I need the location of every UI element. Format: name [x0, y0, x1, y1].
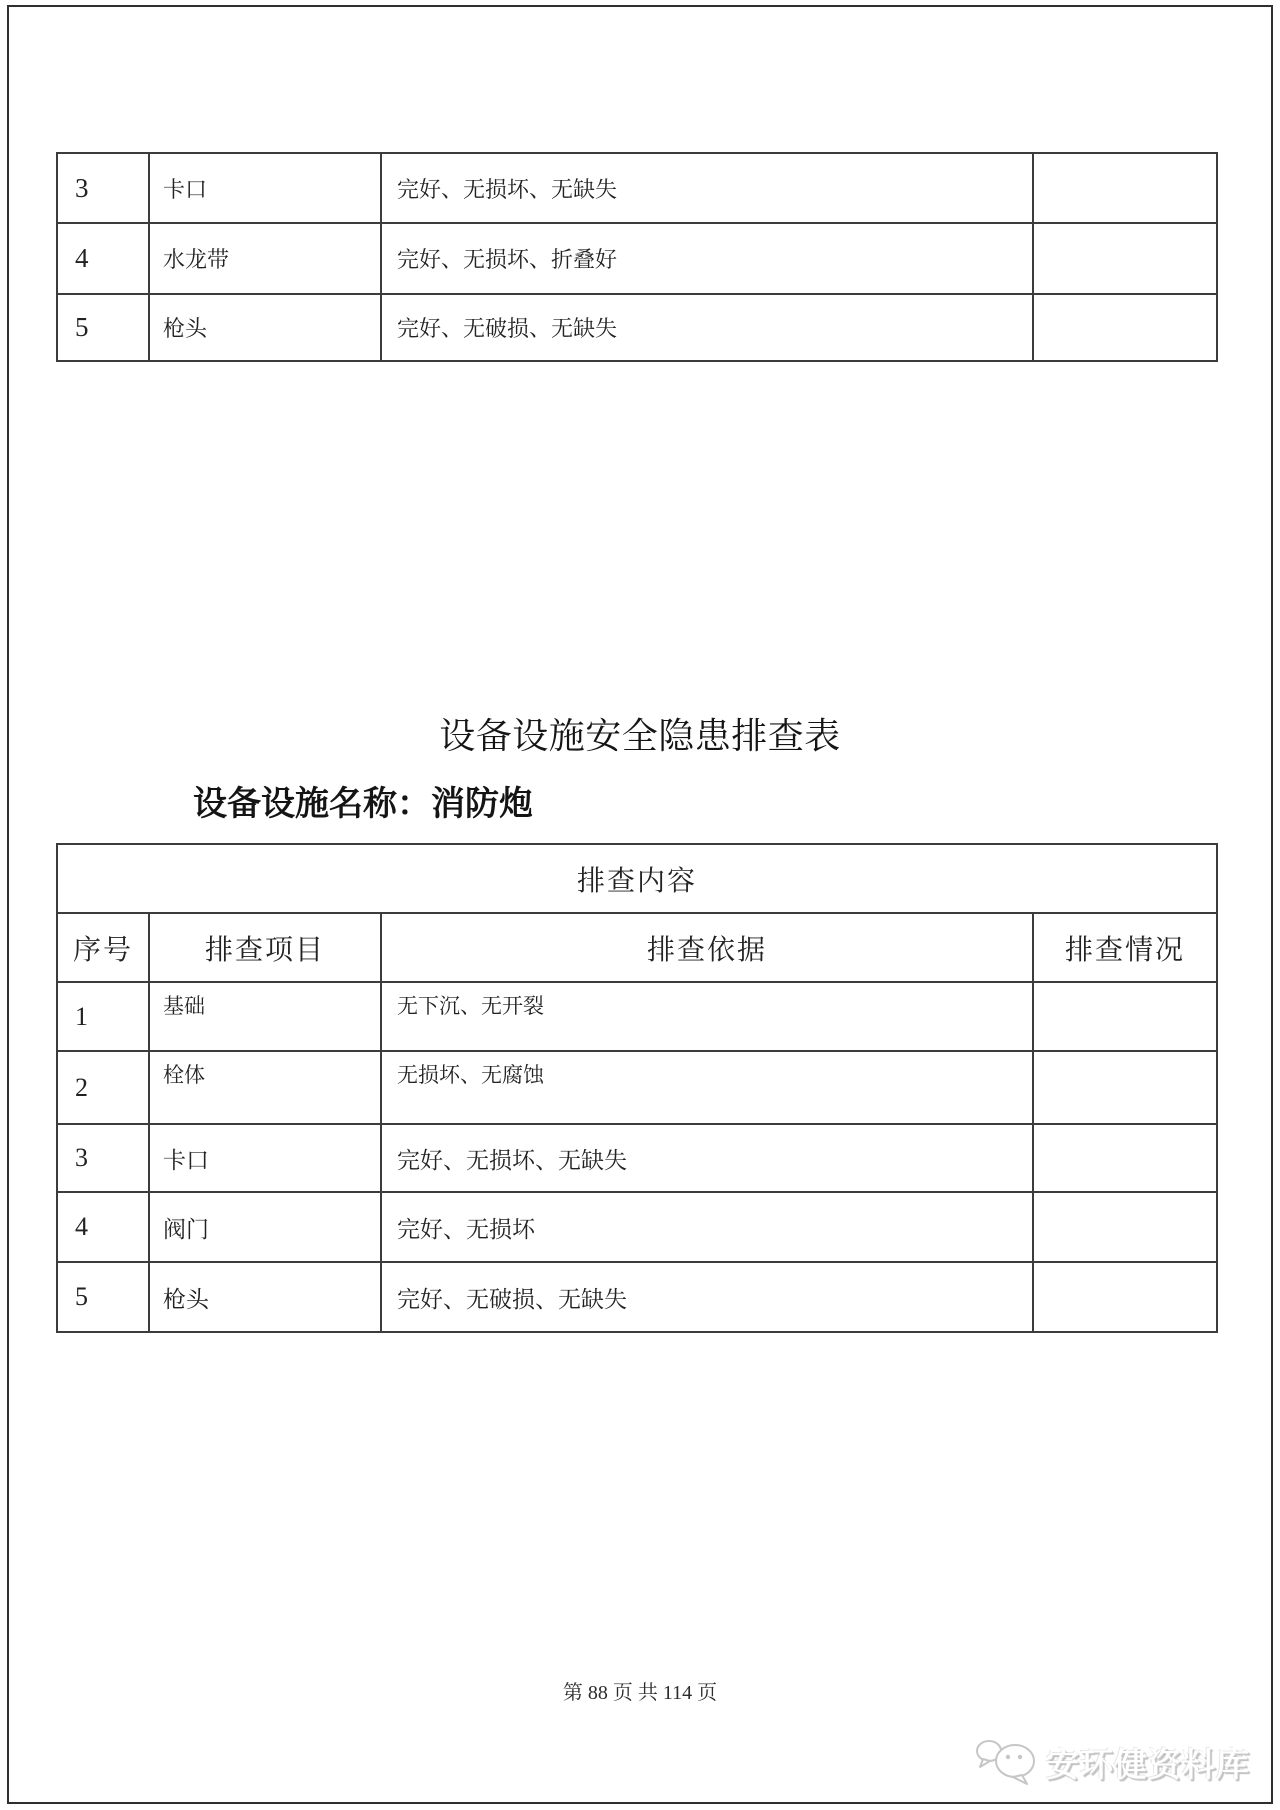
- cell-status: [1033, 1051, 1217, 1124]
- table-header-row: [57, 913, 1217, 982]
- cell-basis: 完好、无损坏、无缺失: [381, 153, 1033, 223]
- chat-bubbles-icon: [975, 1736, 1039, 1788]
- cell-status: [1033, 1192, 1217, 1262]
- cell-item: 基础: [149, 982, 381, 1051]
- cell-basis: 完好、无破损、无缺失: [381, 1262, 1033, 1332]
- cell-basis: 完好、无破损、无缺失: [381, 294, 1033, 361]
- cell-serial: 4: [57, 223, 149, 294]
- table-row: [57, 153, 1217, 223]
- table-row: [57, 223, 1217, 294]
- cell-status: [1033, 294, 1217, 361]
- page-number: 第 88 页 共 114 页: [562, 1682, 718, 1704]
- table-row: [57, 1262, 1217, 1332]
- cell-status: [1033, 982, 1217, 1051]
- cell-item: 水龙带: [149, 223, 381, 294]
- cell-serial: 4: [57, 1192, 149, 1262]
- cell-basis: 完好、无损坏、无缺失: [381, 1124, 1033, 1192]
- cell-serial: 5: [57, 1262, 149, 1332]
- cell-basis: 完好、无损坏、折叠好: [381, 223, 1033, 294]
- cell-status: [1033, 1262, 1217, 1332]
- cell-status: [1033, 1124, 1217, 1192]
- column-header-basis: 排查依据: [381, 913, 1033, 982]
- table-fire-monitor-inspection: [56, 843, 1218, 1333]
- table-row: [57, 294, 1217, 361]
- cell-basis: 完好、无损坏: [381, 1192, 1033, 1262]
- cell-serial: 1: [57, 982, 149, 1051]
- cell-status: [1033, 223, 1217, 294]
- table-row: [57, 1192, 1217, 1262]
- cell-item: 枪头: [149, 294, 381, 361]
- table-inspection-continued: [56, 152, 1218, 362]
- cell-status: [1033, 153, 1217, 223]
- column-header-item: 排查项目: [149, 913, 381, 982]
- column-header-serial: 序号: [57, 913, 149, 982]
- cell-serial: 2: [57, 1051, 149, 1124]
- cell-item: 卡口: [149, 1124, 381, 1192]
- cell-item: 枪头: [149, 1262, 381, 1332]
- table-row: [57, 982, 1217, 1051]
- cell-serial: 3: [57, 1124, 149, 1192]
- table-merged-header-row: [57, 844, 1217, 913]
- watermark: [975, 1736, 1250, 1788]
- cell-serial: 5: [57, 294, 149, 361]
- cell-item: 阀门: [149, 1192, 381, 1262]
- table-row: [57, 1124, 1217, 1192]
- merged-header-cell: 排查内容: [57, 844, 1217, 913]
- cell-serial: 3: [57, 153, 149, 223]
- column-header-status: 排查情况: [1033, 913, 1217, 982]
- equipment-name-label: 设备设施名称：消防炮: [193, 786, 533, 823]
- watermark-text: 安环健资料库: [1046, 1747, 1250, 1784]
- cell-basis: 无损坏、无腐蚀: [381, 1051, 1033, 1124]
- cell-item: 卡口: [149, 153, 381, 223]
- table-row: [57, 1051, 1217, 1124]
- cell-item: 栓体: [149, 1051, 381, 1124]
- page-title: 设备设施安全隐患排查表: [439, 716, 841, 756]
- cell-basis: 无下沉、无开裂: [381, 982, 1033, 1051]
